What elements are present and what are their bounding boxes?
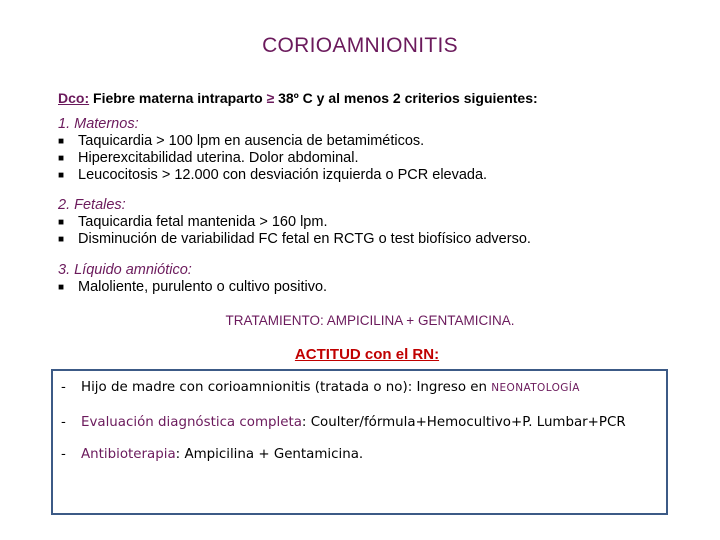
dash-bullet: - [61, 380, 66, 395]
greater-equal-symbol: ≥ [266, 90, 275, 106]
liquido-heading: 3. Líquido amniótico: [58, 262, 192, 278]
list-item: ■ Hiperexcitabilidad uterina. Dolor abdominal. [58, 150, 359, 166]
square-bullet-icon: ■ [58, 170, 65, 181]
evaluacion-highlight: Evaluación diagnóstica completa [81, 415, 302, 430]
square-bullet-icon: ■ [58, 234, 65, 245]
dash-bullet: - [61, 447, 66, 462]
square-bullet-icon: ■ [58, 282, 65, 293]
dco-label: Dco: [58, 90, 90, 106]
actitud-box [51, 369, 668, 515]
square-bullet-icon: ■ [58, 136, 65, 147]
list-item: ■ Maloliente, purulento o cultivo positivo. [58, 279, 328, 295]
box-row-antibioterapia: - Antibioterapia: Ampicilina + Gentamicina. [61, 447, 364, 462]
list-item: ■ Taquicardia > 100 lpm en ausencia de betamiméticos. [58, 133, 425, 149]
actitud-heading: ACTITUD con el RN: [294, 346, 440, 363]
box-row-ingreso: - Hijo de madre con corioamnionitis (tratada o no): Ingreso en NEONATOLOGÍA [61, 380, 580, 395]
diagnosis-criteria-line [58, 90, 538, 106]
dash-bullet: - [61, 415, 66, 430]
square-bullet-icon: ■ [58, 153, 65, 164]
antibioterapia-highlight: Antibioterapia [81, 447, 176, 462]
list-item: ■ Disminución de variabilidad FC fetal en RCTG o test biofísico adverso. [58, 231, 531, 247]
box-row-evaluacion: - Evaluación diagnóstica completa: Coulter/fórmula+Hemocultivo+P. Lumbar+PCR [61, 415, 626, 430]
list-item: ■ Leucocitosis > 12.000 con desviación izquierda o PCR elevada. [58, 167, 488, 183]
fetales-section [58, 197, 531, 248]
treatment-line: TRATAMIENTO: AMPICILINA + GENTAMICINA. [225, 313, 515, 328]
square-bullet-icon: ■ [58, 217, 65, 228]
list-item: ■ Taquicardia fetal mantenida > 160 lpm. [58, 214, 328, 230]
dco-text-before: Fiebre materna intraparto [89, 90, 267, 106]
neonatologia-highlight: NEONATOLOGÍA [491, 382, 580, 394]
liquido-section [58, 262, 327, 296]
maternos-section [58, 116, 487, 184]
maternos-heading: 1. Maternos: [58, 116, 139, 132]
dco-text-after: 38º C y al menos 2 criterios siguientes: [274, 90, 538, 106]
page-title: CORIOAMNIONITIS [262, 34, 458, 57]
fetales-heading: 2. Fetales: [58, 197, 126, 213]
